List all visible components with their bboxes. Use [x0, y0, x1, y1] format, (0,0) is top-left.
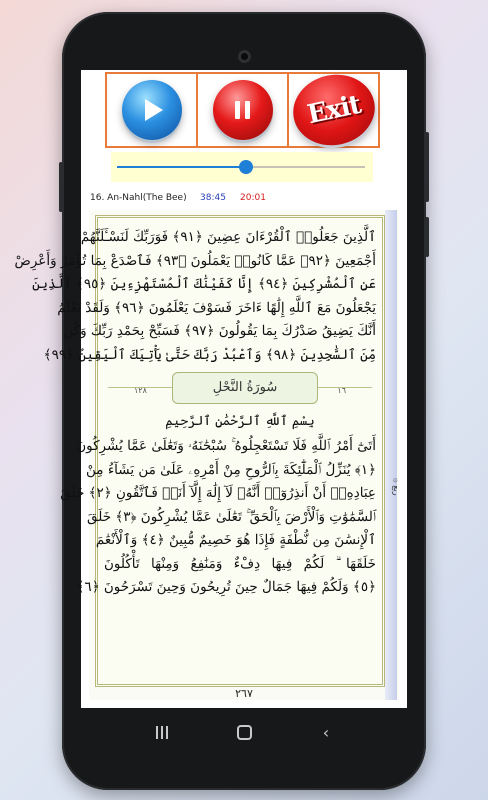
- verse-line: أَتَىٰٓ أَمْرُ ٱللَّهِ فَلَا تَسْتَعْجِلُوهُ ۚ سُبْحَٰنَهُۥ وَتَعَٰلَىٰ عَمَّا يُشْرِكُونَ: [76, 438, 376, 454]
- verse-line: ﴿٥﴾ وَلَكُمْ فِيهَا جَمَالٌ حِينَ تُرِيحُونَ وَحِينَ تَسْرَحُونَ ﴿٦﴾: [76, 579, 376, 595]
- exit-button[interactable]: [289, 74, 378, 146]
- verse-line: ﴿١﴾ يُنَزِّلُ ٱلْمَلَٰٓئِكَةَ بِٱلرُّوحِ مِنْ أَمْرِهِۦ عَلَىٰ مَن يَشَآءُ مِنْ: [86, 461, 376, 478]
- verse-line: عِبَادِهِۦٓ أَنْ أَنذِرُوٓا۟ أَنَّهُۥ لَآ إِلَٰهَ إِلَّآ أَنَا۠ فَٱتَّقُونِ ﴿٢﴾ خَلَقَ: [60, 485, 376, 501]
- hizb-marker: ۞ ربع: [392, 478, 401, 496]
- verse-line: أَنَّكَ يَضِيقُ صَدْرُكَ بِمَا يَقُولُونَ ﴿٩٧﴾ فَسَبِّحْ بِحَمْدِ رَبِّكَ وَكُن: [63, 323, 376, 339]
- verse-line: أَجْمَعِينَ ﴿٩٢﴾ عَمَّا كَانُوا۟ يَعْمَلُونَ ﴿٩٣﴾ فَٱصْدَعْ بِمَا تُؤْمَرُ وَأَعْرِضْ: [14, 252, 376, 269]
- volume-key: [59, 162, 63, 212]
- back-button[interactable]: [311, 723, 341, 742]
- track-info: [81, 188, 407, 208]
- verse-lines-after: [60, 435, 376, 600]
- verse-line: ٱلَّذِينَ جَعَلُوا۟ ٱلْقُرْءَانَ عِضِينَ ﴿٩١﴾ فَوَرَبِّكَ لَنَسْـَٔلَنَّهُمْ: [80, 229, 376, 245]
- surah-banner: [104, 369, 376, 407]
- seek-progress: [117, 166, 246, 168]
- page-number: ٢٦٧: [235, 687, 253, 700]
- verse-line: ٱلسَّمَٰوَٰتِ وَٱلْأَرْضَ بِٱلْحَقِّ ۚ تَعَٰلَىٰ عَمَّا يُشْرِكُونَ ﴿٣﴾ خَلَقَ: [86, 508, 376, 525]
- side-key: [425, 217, 429, 257]
- exit-label: Exit: [286, 67, 381, 153]
- surah-title: 16. An-Nahl(The Bee): [90, 193, 187, 203]
- verse-line: خَلَقَهَا ۗ لَكُمْ فِيهَا دِفْءٌ وَمَنَٰفِعُ وَمِنْهَا تَأْكُلُونَ: [104, 555, 376, 572]
- surah-name: سُورَةُ النَّحْلِ: [172, 372, 318, 404]
- ayah-count: ١٢٨: [134, 386, 147, 395]
- verse-lines-before: [14, 226, 376, 367]
- pause-icon: [213, 80, 273, 140]
- app-screen: [14, 70, 407, 708]
- play-button[interactable]: [107, 74, 198, 146]
- verse-line: يَجْعَلُونَ مَعَ ٱللَّهِ إِلَٰهًا ءَاخَرَ فَسَوْفَ يَعْلَمُونَ ﴿٩٦﴾ وَلَقَدْ نَعْلَمُ: [57, 299, 376, 316]
- home-icon: [237, 725, 252, 740]
- seek-thumb[interactable]: [239, 160, 253, 174]
- verses-block: [14, 226, 376, 600]
- play-icon: [122, 80, 182, 140]
- player-controls: [105, 72, 380, 148]
- power-key: [425, 132, 429, 202]
- surah-number: ١٦: [337, 386, 346, 395]
- mushaf-page[interactable]: [14, 210, 401, 700]
- verse-line: عَنِ ٱلْمُشْرِكِينَ ﴿٩٤﴾ إِنَّا كَفَيْنَٰكَ ٱلْمُسْتَهْزِءِينَ ﴿٩٥﴾ ٱلَّذِينَ: [32, 276, 376, 292]
- recent-apps-icon: [147, 726, 177, 739]
- seek-bar[interactable]: [111, 152, 373, 182]
- verse-line: ٱلْإِنسَٰنَ مِن نُّطْفَةٍ فَإِذَا هُوَ خَصِيمٌ مُّبِينٌ ﴿٤﴾ وَٱلْأَنْعَٰمَ: [95, 532, 376, 548]
- front-camera: [238, 50, 251, 63]
- total-time: 20:01: [240, 193, 266, 203]
- basmala: بِسْمِ ٱللَّهِ ٱلرَّحْمَٰنِ ٱلرَّحِيمِ: [165, 414, 315, 429]
- pause-button[interactable]: [198, 74, 289, 146]
- verse-line: مِّنَ ٱلسَّٰجِدِينَ ﴿٩٨﴾ وَٱعْبُدْ رَبَّكَ حَتَّىٰ يَأْتِيَكَ ٱلْيَقِينُ ﴿٩٩﴾: [43, 346, 376, 363]
- home-button[interactable]: [229, 725, 259, 740]
- back-icon: ‹: [322, 722, 330, 742]
- page-edge: [385, 210, 397, 700]
- system-nav-bar: [81, 708, 407, 756]
- seek-track: [117, 166, 365, 168]
- page-frame: [14, 215, 385, 687]
- recent-apps-button[interactable]: [147, 726, 177, 739]
- elapsed-time: 38:45: [200, 193, 226, 203]
